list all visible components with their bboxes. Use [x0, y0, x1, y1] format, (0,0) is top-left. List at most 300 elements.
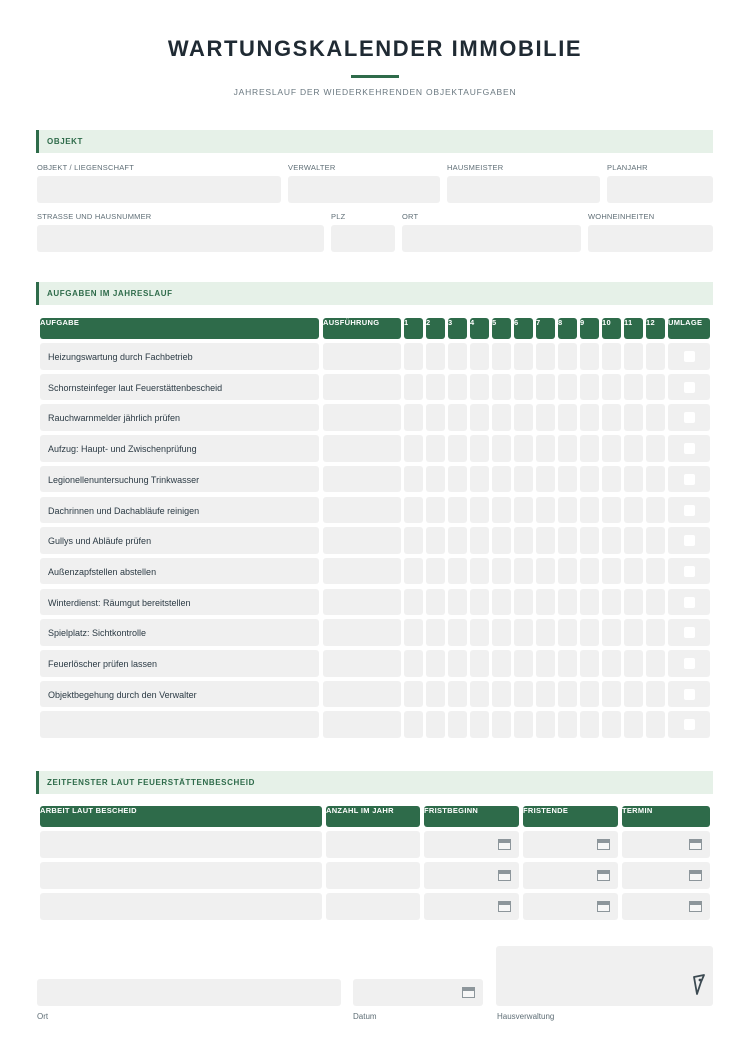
month-cell[interactable]: [602, 404, 621, 431]
month-cell[interactable]: [580, 374, 599, 401]
month-cell[interactable]: [646, 343, 665, 370]
execution-cell[interactable]: [323, 681, 401, 708]
month-cell[interactable]: [404, 589, 423, 616]
month-cell[interactable]: [646, 374, 665, 401]
month-cell[interactable]: [426, 435, 445, 462]
execution-cell[interactable]: [323, 527, 401, 554]
fristbeginn-cell[interactable]: [424, 893, 519, 920]
month-cell[interactable]: [514, 527, 533, 554]
calendar-icon[interactable]: [597, 901, 610, 912]
month-cell[interactable]: [602, 558, 621, 585]
hausmeister-field[interactable]: [447, 176, 600, 203]
umlage-cell: [668, 589, 710, 616]
column-header-month: [514, 318, 533, 339]
termin-cell[interactable]: [622, 893, 710, 920]
label-strasse: STRASSE UND HAUSNUMMER: [37, 212, 152, 221]
column-header-fristende: [523, 806, 618, 827]
month-cell[interactable]: [514, 558, 533, 585]
month-cell[interactable]: [514, 589, 533, 616]
ort-signature-field[interactable]: [37, 979, 341, 1006]
execution-cell[interactable]: [323, 435, 401, 462]
month-cell[interactable]: [404, 650, 423, 677]
calendar-icon[interactable]: [498, 901, 511, 912]
month-cell[interactable]: [470, 681, 489, 708]
month-cell[interactable]: [404, 558, 423, 585]
month-cell[interactable]: [580, 650, 599, 677]
section-zeitfenster-heading: ZEITFENSTER LAUT FEUERSTÄTTENBESCHEID: [47, 778, 255, 787]
month-cell[interactable]: [602, 435, 621, 462]
umlage-checkbox[interactable]: [684, 566, 695, 577]
execution-cell[interactable]: [323, 466, 401, 493]
month-cell[interactable]: [536, 681, 555, 708]
month-cell[interactable]: [514, 497, 533, 524]
label-objekt: OBJEKT / LIEGENSCHAFT: [37, 163, 134, 172]
month-cell[interactable]: [580, 497, 599, 524]
umlage-cell: [668, 404, 710, 431]
pen-icon: [692, 974, 707, 996]
arbeit-cell[interactable]: [40, 862, 322, 889]
umlage-checkbox[interactable]: [684, 535, 695, 546]
column-header-month-label: 10: [602, 318, 611, 327]
month-cell[interactable]: [624, 497, 643, 524]
month-cell[interactable]: [536, 435, 555, 462]
calendar-icon[interactable]: [597, 839, 610, 850]
task-cell[interactable]: [40, 650, 319, 677]
month-cell[interactable]: [558, 497, 577, 524]
month-cell[interactable]: [426, 374, 445, 401]
month-cell[interactable]: [602, 681, 621, 708]
month-cell[interactable]: [558, 711, 577, 738]
page-title: WARTUNGSKALENDER IMMOBILIE: [167, 36, 583, 61]
calendar-icon[interactable]: [498, 839, 511, 850]
section-objekt: [36, 130, 713, 153]
execution-cell[interactable]: [323, 558, 401, 585]
month-cell[interactable]: [536, 558, 555, 585]
month-cell[interactable]: [580, 527, 599, 554]
title-divider: [351, 75, 399, 78]
task-cell[interactable]: [40, 711, 319, 738]
month-cell[interactable]: [580, 404, 599, 431]
label-ort: ORT: [402, 212, 419, 221]
month-cell[interactable]: [624, 711, 643, 738]
column-header-month: [448, 318, 467, 339]
label-wohneinheiten: WOHNEINHEITEN: [588, 212, 655, 221]
month-cell[interactable]: [558, 343, 577, 370]
execution-cell[interactable]: [323, 343, 401, 370]
month-cell[interactable]: [492, 466, 511, 493]
month-cell[interactable]: [404, 343, 423, 370]
month-cell[interactable]: [624, 558, 643, 585]
month-cell[interactable]: [624, 466, 643, 493]
month-cell[interactable]: [558, 466, 577, 493]
month-cell[interactable]: [448, 497, 467, 524]
execution-cell[interactable]: [323, 589, 401, 616]
month-cell[interactable]: [646, 558, 665, 585]
month-cell[interactable]: [602, 466, 621, 493]
column-header-month-label: 5: [492, 318, 497, 327]
umlage-cell: [668, 711, 710, 738]
month-cell[interactable]: [624, 619, 643, 646]
month-cell[interactable]: [426, 681, 445, 708]
month-cell[interactable]: [602, 589, 621, 616]
page-subtitle: JAHRESLAUF DER WIEDERKEHRENDEN OBJEKTAUFGABEN: [233, 87, 517, 97]
task-cell[interactable]: [40, 527, 319, 554]
month-cell[interactable]: [492, 404, 511, 431]
execution-cell[interactable]: [323, 497, 401, 524]
umlage-cell: [668, 466, 710, 493]
umlage-checkbox[interactable]: [684, 505, 695, 516]
month-cell[interactable]: [536, 589, 555, 616]
plz-field[interactable]: [331, 225, 395, 252]
month-cell[interactable]: [558, 374, 577, 401]
task-label: Dachrinnen und Dachabläufe reinigen: [48, 505, 200, 516]
anzahl-cell[interactable]: [326, 893, 420, 920]
month-cell[interactable]: [492, 435, 511, 462]
column-header-month-label: 3: [448, 318, 453, 327]
month-cell[interactable]: [580, 711, 599, 738]
month-cell[interactable]: [514, 711, 533, 738]
month-cell[interactable]: [602, 343, 621, 370]
month-cell[interactable]: [404, 711, 423, 738]
calendar-icon[interactable]: [462, 987, 475, 998]
month-cell[interactable]: [404, 404, 423, 431]
umlage-checkbox[interactable]: [684, 351, 695, 362]
month-cell[interactable]: [492, 343, 511, 370]
task-cell[interactable]: [40, 497, 319, 524]
task-label: Objektbegehung durch den Verwalter: [48, 689, 197, 700]
umlage-checkbox[interactable]: [684, 474, 695, 485]
month-cell[interactable]: [492, 558, 511, 585]
month-cell[interactable]: [536, 343, 555, 370]
month-cell[interactable]: [558, 527, 577, 554]
signature-label: Hausverwaltung: [497, 1012, 555, 1021]
month-cell[interactable]: [426, 497, 445, 524]
termin-cell[interactable]: [622, 831, 710, 858]
month-cell[interactable]: [536, 711, 555, 738]
column-header-month: [646, 318, 665, 339]
task-cell[interactable]: [40, 619, 319, 646]
month-cell[interactable]: [558, 404, 577, 431]
month-cell[interactable]: [448, 343, 467, 370]
month-cell[interactable]: [558, 558, 577, 585]
month-cell[interactable]: [514, 650, 533, 677]
planjahr-field[interactable]: [607, 176, 713, 203]
umlage-cell: [668, 343, 710, 370]
verwalter-field[interactable]: [288, 176, 440, 203]
column-header-termin: [622, 806, 710, 827]
calendar-icon[interactable]: [689, 901, 702, 912]
umlage-checkbox[interactable]: [684, 689, 695, 700]
month-cell[interactable]: [580, 589, 599, 616]
month-cell[interactable]: [426, 404, 445, 431]
task-cell[interactable]: [40, 681, 319, 708]
month-cell[interactable]: [470, 343, 489, 370]
month-cell[interactable]: [646, 466, 665, 493]
month-cell[interactable]: [624, 650, 643, 677]
anzahl-cell[interactable]: [326, 862, 420, 889]
month-cell[interactable]: [580, 343, 599, 370]
umlage-cell: [668, 558, 710, 585]
task-cell[interactable]: [40, 589, 319, 616]
month-cell[interactable]: [536, 619, 555, 646]
month-cell[interactable]: [404, 374, 423, 401]
month-cell[interactable]: [470, 374, 489, 401]
month-cell[interactable]: [492, 650, 511, 677]
column-header-month: [602, 318, 621, 339]
datum-label: Datum: [353, 1012, 377, 1021]
signature-box[interactable]: [496, 946, 713, 1006]
section-aufgaben: [36, 282, 713, 305]
umlage-checkbox[interactable]: [684, 412, 695, 423]
month-cell[interactable]: [646, 404, 665, 431]
label-hausmeister: HAUSMEISTER: [447, 163, 504, 172]
month-cell[interactable]: [470, 435, 489, 462]
fristende-cell[interactable]: [523, 893, 618, 920]
month-cell[interactable]: [470, 650, 489, 677]
umlage-checkbox[interactable]: [684, 658, 695, 669]
umlage-checkbox[interactable]: [684, 627, 695, 638]
month-cell[interactable]: [646, 650, 665, 677]
fristende-cell[interactable]: [523, 862, 618, 889]
month-cell[interactable]: [426, 527, 445, 554]
fristbeginn-cell[interactable]: [424, 862, 519, 889]
month-cell[interactable]: [448, 466, 467, 493]
month-cell[interactable]: [448, 619, 467, 646]
month-cell[interactable]: [624, 527, 643, 554]
month-cell[interactable]: [558, 650, 577, 677]
month-cell[interactable]: [514, 435, 533, 462]
month-cell[interactable]: [514, 681, 533, 708]
month-cell[interactable]: [580, 466, 599, 493]
task-cell[interactable]: [40, 466, 319, 493]
month-cell[interactable]: [536, 527, 555, 554]
task-label: Winterdienst: Räumgut bereitstellen: [48, 597, 191, 608]
task-label: Heizungswartung durch Fachbetrieb: [48, 352, 193, 362]
arbeit-cell[interactable]: [40, 893, 322, 920]
month-cell[interactable]: [514, 374, 533, 401]
month-cell[interactable]: [536, 374, 555, 401]
month-cell[interactable]: [558, 435, 577, 462]
task-label: Feuerlöscher prüfen lassen: [48, 659, 158, 669]
month-cell[interactable]: [404, 466, 423, 493]
umlage-checkbox[interactable]: [684, 719, 695, 730]
month-cell[interactable]: [514, 466, 533, 493]
label-planjahr: PLANJAHR: [607, 163, 648, 172]
month-cell[interactable]: [646, 681, 665, 708]
column-header-month-label: 12: [646, 318, 655, 327]
task-cell[interactable]: [40, 435, 319, 462]
month-cell[interactable]: [558, 589, 577, 616]
column-header-task: [40, 318, 319, 339]
month-cell[interactable]: [448, 650, 467, 677]
strasse-field[interactable]: [37, 225, 324, 252]
month-cell[interactable]: [580, 619, 599, 646]
column-header-arbeit: [40, 806, 322, 827]
month-cell[interactable]: [624, 681, 643, 708]
month-cell[interactable]: [580, 435, 599, 462]
month-cell[interactable]: [536, 404, 555, 431]
umlage-checkbox[interactable]: [684, 443, 695, 454]
month-cell[interactable]: [492, 497, 511, 524]
umlage-cell: [668, 374, 710, 401]
objekt-field[interactable]: [37, 176, 281, 203]
month-cell[interactable]: [580, 558, 599, 585]
month-cell[interactable]: [514, 619, 533, 646]
anzahl-cell[interactable]: [326, 831, 420, 858]
month-cell[interactable]: [404, 527, 423, 554]
fristbeginn-cell[interactable]: [424, 831, 519, 858]
month-cell[interactable]: [426, 558, 445, 585]
month-cell[interactable]: [426, 711, 445, 738]
month-cell[interactable]: [426, 466, 445, 493]
umlage-cell: [668, 650, 710, 677]
month-cell[interactable]: [602, 374, 621, 401]
task-label: Aufzug: Haupt- und Zwischenprüfung: [48, 444, 197, 455]
month-cell[interactable]: [514, 404, 533, 431]
month-cell[interactable]: [448, 681, 467, 708]
task-cell[interactable]: [40, 404, 319, 431]
month-cell[interactable]: [536, 650, 555, 677]
month-cell[interactable]: [514, 343, 533, 370]
month-cell[interactable]: [470, 619, 489, 646]
month-cell[interactable]: [470, 711, 489, 738]
month-cell[interactable]: [470, 466, 489, 493]
column-header-month-label: 7: [536, 318, 541, 327]
column-header-month-label: 6: [514, 318, 519, 327]
execution-cell[interactable]: [323, 619, 401, 646]
label-verwalter: VERWALTER: [288, 163, 336, 172]
month-cell[interactable]: [470, 589, 489, 616]
month-cell[interactable]: [470, 497, 489, 524]
calendar-icon[interactable]: [689, 870, 702, 881]
month-cell[interactable]: [492, 527, 511, 554]
month-cell[interactable]: [558, 619, 577, 646]
month-cell[interactable]: [558, 681, 577, 708]
fristende-cell[interactable]: [523, 831, 618, 858]
task-label: Legionellenuntersuchung Trinkwasser: [48, 474, 200, 485]
execution-cell[interactable]: [323, 404, 401, 431]
month-cell[interactable]: [492, 681, 511, 708]
month-cell[interactable]: [646, 497, 665, 524]
month-cell[interactable]: [646, 527, 665, 554]
month-cell[interactable]: [602, 497, 621, 524]
month-cell[interactable]: [448, 558, 467, 585]
month-cell[interactable]: [602, 650, 621, 677]
umlage-checkbox[interactable]: [684, 382, 695, 393]
month-cell[interactable]: [602, 711, 621, 738]
month-cell[interactable]: [624, 589, 643, 616]
month-cell[interactable]: [646, 619, 665, 646]
section-aufgaben-heading: AUFGABEN IM JAHRESLAUF: [47, 289, 173, 298]
arbeit-cell[interactable]: [40, 831, 322, 858]
calendar-icon[interactable]: [498, 870, 511, 881]
month-cell[interactable]: [602, 619, 621, 646]
task-label: Spielplatz: Sichtkontrolle: [48, 628, 147, 639]
umlage-cell: [668, 527, 710, 554]
month-cell[interactable]: [492, 589, 511, 616]
task-label: Rauchwarnmelder jährlich prüfen: [48, 413, 181, 424]
column-header-fristbeginn: [424, 806, 519, 827]
month-cell[interactable]: [448, 711, 467, 738]
month-cell[interactable]: [646, 711, 665, 738]
month-cell[interactable]: [646, 589, 665, 616]
task-label: Schornsteinfeger laut Feuerstättenbescheid: [48, 382, 223, 393]
umlage-cell: [668, 435, 710, 462]
task-cell[interactable]: [40, 558, 319, 585]
month-cell[interactable]: [404, 435, 423, 462]
month-cell[interactable]: [624, 404, 643, 431]
month-cell[interactable]: [580, 681, 599, 708]
umlage-cell: [668, 681, 710, 708]
column-header-month: [624, 318, 643, 339]
month-cell[interactable]: [426, 619, 445, 646]
wohneinheiten-field[interactable]: [588, 225, 713, 252]
month-cell[interactable]: [624, 374, 643, 401]
column-header-month-label: 2: [426, 318, 431, 327]
month-cell[interactable]: [448, 435, 467, 462]
column-header-anzahl: [326, 806, 420, 827]
section-zeitfenster: [36, 771, 713, 794]
column-header-month-label: 1: [404, 318, 409, 327]
month-cell[interactable]: [470, 404, 489, 431]
month-cell[interactable]: [492, 374, 511, 401]
month-cell[interactable]: [624, 435, 643, 462]
task-cell[interactable]: [40, 343, 319, 370]
month-cell[interactable]: [646, 435, 665, 462]
column-header-execution: [323, 318, 401, 339]
umlage-checkbox[interactable]: [684, 597, 695, 608]
month-cell[interactable]: [404, 619, 423, 646]
column-header-umlage: [668, 318, 710, 339]
month-cell[interactable]: [536, 466, 555, 493]
month-cell[interactable]: [448, 404, 467, 431]
label-plz: PLZ: [331, 212, 346, 221]
month-cell[interactable]: [470, 558, 489, 585]
column-header-month-label: 4: [470, 318, 475, 327]
month-cell[interactable]: [404, 681, 423, 708]
month-cell[interactable]: [470, 527, 489, 554]
month-cell[interactable]: [404, 497, 423, 524]
column-header-termin-label: TERMIN: [622, 806, 653, 815]
calendar-icon[interactable]: [689, 839, 702, 850]
column-header-month-label: 9: [580, 318, 585, 327]
execution-cell[interactable]: [323, 374, 401, 401]
month-cell[interactable]: [448, 589, 467, 616]
execution-cell[interactable]: [323, 711, 401, 738]
ort-label: Ort: [37, 1012, 49, 1021]
datum-field[interactable]: [353, 979, 483, 1006]
month-cell[interactable]: [448, 527, 467, 554]
month-cell[interactable]: [536, 497, 555, 524]
ort-field[interactable]: [402, 225, 581, 252]
month-cell[interactable]: [448, 374, 467, 401]
task-label: Außenzapfstellen abstellen: [48, 566, 157, 577]
month-cell[interactable]: [426, 343, 445, 370]
termin-cell[interactable]: [622, 862, 710, 889]
month-cell[interactable]: [492, 619, 511, 646]
month-cell[interactable]: [492, 711, 511, 738]
section-objekt-heading: OBJEKT: [47, 137, 84, 146]
column-header-month: [426, 318, 445, 339]
month-cell[interactable]: [624, 343, 643, 370]
month-cell[interactable]: [426, 589, 445, 616]
month-cell[interactable]: [602, 527, 621, 554]
month-cell[interactable]: [426, 650, 445, 677]
column-header-umlage-label: UMLAGE: [668, 318, 703, 327]
task-cell[interactable]: [40, 374, 319, 401]
calendar-icon[interactable]: [597, 870, 610, 881]
execution-cell[interactable]: [323, 650, 401, 677]
